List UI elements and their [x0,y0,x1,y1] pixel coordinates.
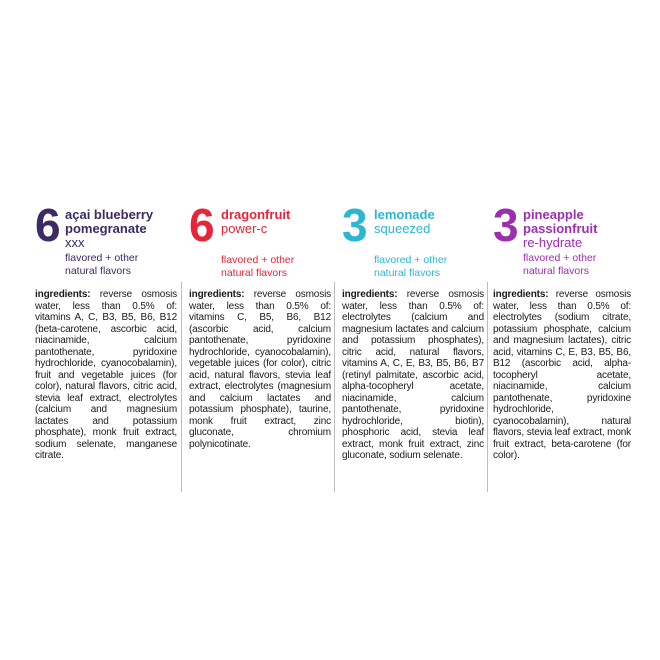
note-line2: natural flavors [65,264,131,277]
panel-dragonfruit [189,199,331,450]
flavor-name-line2: passionfruit [523,221,598,236]
flavor-name-line2: power-c [221,221,268,236]
divider [334,282,335,492]
flavor-name-line1: lemonade [374,207,435,222]
note-line1: flavored + other [65,252,139,264]
panel-header [189,200,329,280]
flavor-note [523,252,596,277]
flavor-name [523,208,597,250]
ingredients-body: reverse osmosis water, less than 0.5% of: electrolytes (calcium and magnesium lactates and calcium and potassium phosphates), citric acid, natural flavors, vitamins A, C, E, B3, B5, B6, B7 (retinyl palmitate, ascorbic acid, alpha-tocopheryl acetate, niacinamide, calcium pantothenate, pyridoxine hydrochloride, biotin), phosphoric acid, stevia leaf extract, monk fruit extract, zinc gluconate, sodium selenate. [342,289,484,461]
note-line1: flavored + other [221,254,295,266]
note-line1: flavored + other [523,252,597,264]
flavor-name-line1: pineapple [523,207,584,222]
count-number: 3 [342,199,368,251]
ingredients-label: ingredients: [189,289,245,300]
count-number: 6 [189,199,215,251]
panel-lemonade [342,199,484,461]
note-line2: natural flavors [374,266,440,279]
note-line2: natural flavors [221,266,287,279]
flavor-name-line3: xxx [65,235,85,250]
flavor-name-line2: squeezed [374,221,431,236]
panel-header [342,200,482,280]
panel-pineapple [493,199,633,461]
flavor-name [221,208,290,236]
ingredients-text [493,289,631,462]
flavor-note [374,254,447,279]
divider [487,282,488,492]
panel-header [35,200,175,280]
flavor-name-line1: dragonfruit [221,207,291,222]
ingredients-label: ingredients: [342,289,398,300]
count-number: 6 [35,199,61,251]
ingredients-label: ingredients: [35,289,91,300]
panel-acai [35,199,177,461]
flavor-name [65,208,153,250]
flavor-name-line3: re-hydrate [523,235,583,250]
count-number: 3 [493,199,519,251]
divider [181,282,182,492]
ingredients-text [342,289,484,462]
ingredients-body: reverse osmosis water, less than 0.5% of: vitamins A, C, B3, B5, B6, B12 (beta-carotene, ascorbic acid, niacinamide, calcium pantothenate, pyridoxine hydrochloride, cyanocobalamin), fruit and vegetable juices (for color), natural flavors, citric acid, stevia leaf extract, electrolytes (calcium and magnesium lactates and potassium phosphate), monk fruit extract, sodium selenate, manganese citrate. [35,289,177,461]
ingredients-body: reverse osmosis water, less than 0.5% of: vitamins C, B5, B6, B12 (ascorbic acid, calcium pantothenate, pyridoxine hydrochloride, cyanocobalamin), vegetable juices (for color), citric acid, natural flavors, stevia leaf extract, electrolytes (magnesium and calcium lactates and potassium phosphate), taurine, monk fruit extract, zinc gluconate, chromium polynicotinate. [189,289,331,450]
note-line1: flavored + other [374,254,448,266]
ingredients-text [189,289,331,450]
ingredients-text [35,289,177,462]
flavor-name-line2: pomegranate [65,221,147,236]
panel-header [493,200,633,280]
ingredients-label: ingredients: [493,289,549,300]
ingredients-body: reverse osmosis water, less than 0.5% of: electrolytes (sodium citrate, potassium phosphate, calcium and magnesium lactates), citric acid, vitamins C, E, B3, B5, B6, B12 (ascorbic acid, alpha-tocopheryl acetate, niacinamide, calcium pantothenate, pyridoxine hydrochloride, cyanocobalamin), natural flavors, stevia leaf extract, monk fruit extract, beta-carotene (for color). [493,289,631,461]
flavor-note [65,252,138,277]
flavor-name [374,208,435,236]
flavor-note [221,254,294,279]
note-line2: natural flavors [523,264,589,277]
flavor-name-line1: açai blueberry [65,207,154,222]
